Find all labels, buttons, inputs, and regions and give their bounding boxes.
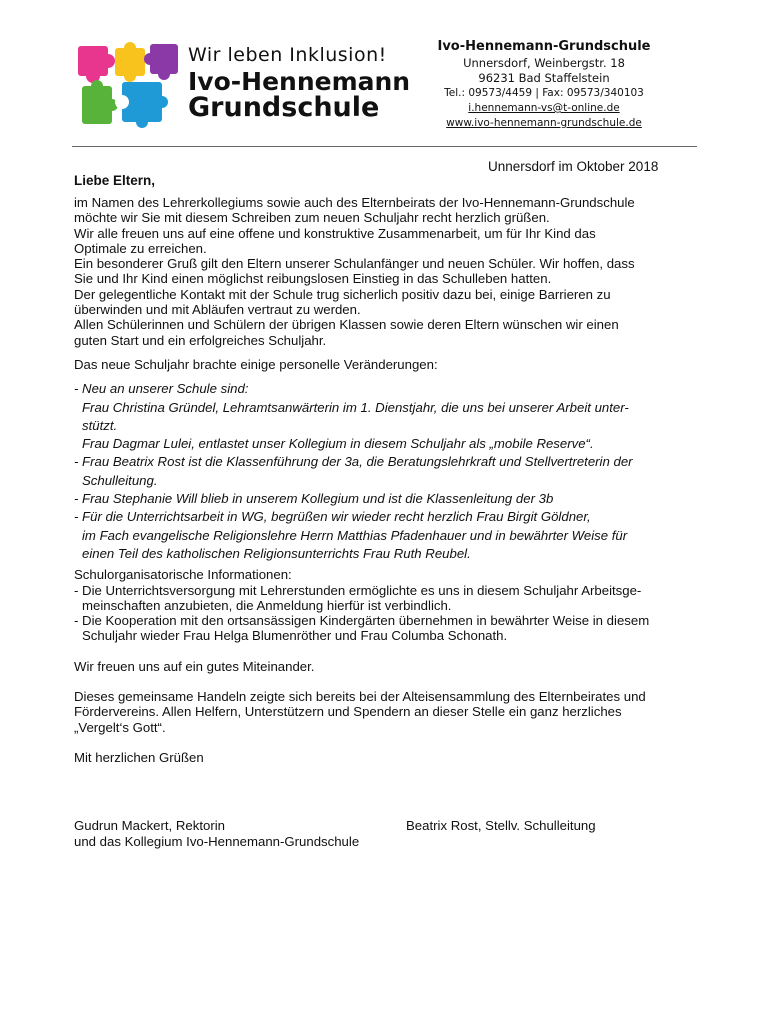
puzzle-logo-icon bbox=[72, 40, 182, 135]
changes-line: - Neu an unserer Schule sind: bbox=[74, 381, 249, 397]
intro-line: Optimale zu erreichen. bbox=[74, 240, 207, 256]
changes-line: Frau Christina Gründel, Lehramtsanwärterin im 1. Dienstjahr, die uns bei unserer Arbeit unter- bbox=[82, 399, 629, 415]
intro-line: überwinden und mit Abläufen vertraut zu werden. bbox=[74, 302, 361, 318]
school-street: Unnersdorf, Weinbergstr. 18 bbox=[463, 56, 625, 70]
org-line: Schuljahr wieder Frau Helga Blumenröther und Frau Columba Schonath. bbox=[82, 628, 508, 644]
together-line: Wir freuen uns auf ein gutes Miteinander. bbox=[74, 658, 315, 674]
closing-line: Mit herzlichen Grüßen bbox=[74, 749, 204, 765]
logo-school-name-line1: Ivo-Hennemann bbox=[188, 67, 411, 96]
logo-school-name-line2: Grundschule bbox=[188, 92, 380, 123]
signature-deputy: Beatrix Rost, Stellv. Schulleitung bbox=[406, 818, 596, 833]
changes-line: - Frau Beatrix Rost ist die Klassenführung der 3a, die Beratungslehrkraft und Stellvertreterin der bbox=[74, 454, 633, 470]
org-list bbox=[74, 583, 704, 644]
intro-line: Der gelegentliche Kontakt mit der Schule trug sicherlich positiv dazu bei, einige Barrieren zu bbox=[74, 286, 611, 302]
school-phone-fax: Tel.: 09573/4459 | Fax: 09573/340103 bbox=[444, 87, 644, 99]
school-name: Ivo-Hennemann-Grundschule bbox=[437, 39, 651, 54]
thanks-line: Fördervereins. Allen Helfern, Unterstützern und Spendern an dieser Stelle ein ganz herzliches bbox=[74, 704, 622, 720]
changes-line: einen Teil des katholischen Religionsunterrichts Frau Ruth Reubel. bbox=[82, 545, 471, 561]
org-heading: Schulorganisatorische Informationen: bbox=[74, 567, 292, 583]
changes-line: Frau Dagmar Lulei, entlastet unser Kollegium in diesem Schuljahr als „mobile Reserve“. bbox=[82, 436, 594, 452]
org-line: - Die Kooperation mit den ortsansässigen Kindergärten übernehmen in bewährter Weise in diesem bbox=[74, 613, 650, 629]
school-website-link[interactable]: www.ivo-hennemann-grundschule.de bbox=[446, 117, 642, 129]
intro-paragraph bbox=[74, 195, 704, 348]
thanks-line: Dieses gemeinsame Handeln zeigte sich bereits bei der Alteisensammlung des Elternbeirates und bbox=[74, 689, 646, 705]
intro-line: im Namen des Lehrerkollegiums sowie auch des Elternbeirats der Ivo-Hennemann-Grundschule bbox=[74, 195, 635, 210]
changes-heading: Das neue Schuljahr brachte einige personelle Veränderungen: bbox=[74, 356, 438, 372]
intro-line: guten Start und ein erfolgreiches Schuljahr. bbox=[74, 332, 327, 348]
puzzle-piece-green bbox=[82, 80, 118, 124]
school-email-link[interactable]: i.hennemann-vs@t-online.de bbox=[468, 102, 620, 114]
letter-salutation: Liebe Eltern, bbox=[74, 173, 156, 188]
changes-line: stützt. bbox=[82, 417, 118, 433]
intro-line: Allen Schülerinnen und Schülern der übrigen Klassen sowie deren Eltern wünschen wir einen bbox=[74, 317, 619, 333]
thanks-paragraph bbox=[74, 689, 704, 735]
puzzle-piece-purple bbox=[144, 44, 178, 80]
letter-body bbox=[74, 195, 704, 765]
changes-line: Schulleitung. bbox=[82, 472, 158, 488]
puzzle-piece-blue bbox=[115, 82, 168, 128]
puzzle-piece-yellow bbox=[115, 42, 145, 82]
intro-line: Ein besonderer Gruß gilt den Eltern unserer Schulanfänger und neuen Schüler. Wir hoffen, dass bbox=[74, 256, 635, 272]
org-line: meinschaften anzubieten, die Anmeldung hierfür ist verbindlich. bbox=[82, 597, 452, 613]
intro-line: möchte wir Sie mit diesem Schreiben zum neuen Schuljahr recht herzlich grüßen. bbox=[74, 210, 550, 226]
header-divider bbox=[72, 146, 697, 147]
thanks-line: „Vergelt‘s Gott“. bbox=[74, 719, 166, 735]
school-contact-block bbox=[414, 38, 674, 131]
signature-rector: Gudrun Mackert, Rektorin bbox=[74, 818, 225, 833]
puzzle-piece-pink bbox=[78, 46, 115, 83]
signature-left bbox=[74, 818, 404, 849]
changes-list bbox=[74, 381, 704, 561]
changes-line: im Fach evangelische Religionslehre Herrn Matthias Pfadenhauer und in bewährter Weise für bbox=[82, 527, 628, 543]
changes-line: - Für die Unterrichtsarbeit in WG, begrüßen wir wieder recht herzlich Frau Birgit Göldner, bbox=[74, 509, 591, 525]
school-city: 96231 Bad Staffelstein bbox=[478, 71, 610, 85]
intro-line: Wir alle freuen uns auf eine offene und konstruktive Zusammenarbeit, um für Ihr Kind das bbox=[74, 225, 596, 241]
intro-line: Sie und Ihr Kind einen möglichst reibungslosen Einstieg in das Schulleben hatten. bbox=[74, 271, 552, 287]
signature-staff: und das Kollegium Ivo-Hennemann-Grundschule bbox=[74, 833, 360, 849]
changes-line: - Frau Stephanie Will blieb in unserem Kollegium und ist die Klassenleitung der 3b bbox=[74, 491, 554, 507]
letter-date: Unnersdorf im Oktober 2018 bbox=[488, 159, 659, 174]
logo-tagline: Wir leben Inklusion! bbox=[188, 44, 387, 66]
org-line: - Die Unterrichtsversorgung mit Lehrerstunden ermöglichte es uns in diesem Schuljahr Arbeitsge- bbox=[74, 582, 642, 598]
